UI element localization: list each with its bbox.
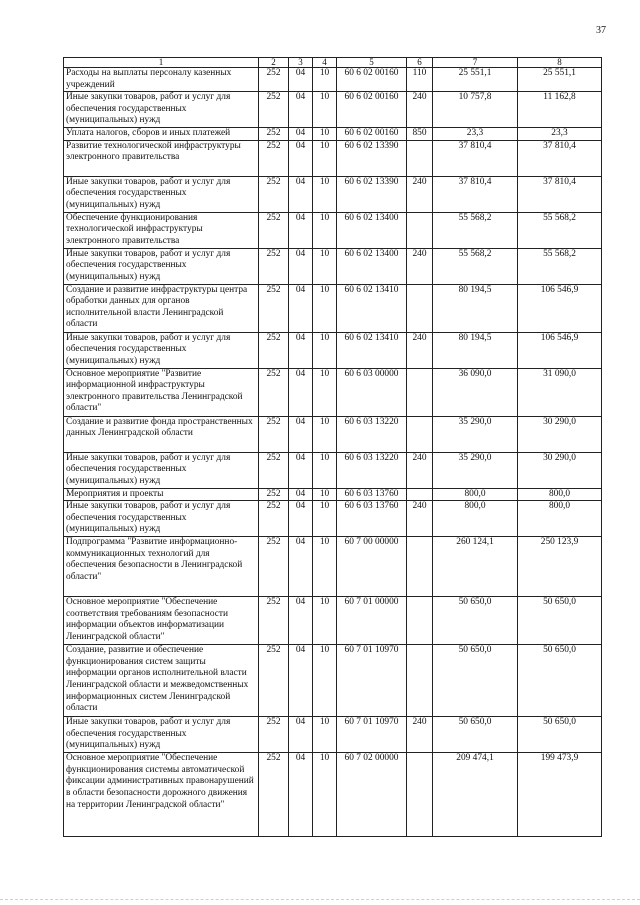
amount-year-2-cell: 30 290,0 [518, 416, 602, 452]
admin-code-cell: 252 [259, 416, 289, 452]
column-header: 5 [337, 58, 407, 68]
budget-table [63, 57, 602, 837]
admin-code-cell: 252 [259, 645, 289, 717]
target-article-cell: 60 6 03 13760 [337, 501, 407, 537]
row-name-cell: Иные закупки товаров, работ и услуг для обеспечения государственных (муниципальных) нужд [64, 717, 259, 753]
section-cell: 04 [289, 140, 313, 176]
subsection-cell: 10 [313, 753, 337, 837]
admin-code-cell: 252 [259, 127, 289, 140]
expense-type-cell [407, 537, 433, 597]
table-row [64, 717, 602, 753]
target-article-cell: 60 7 00 00000 [337, 537, 407, 597]
target-article-cell: 60 7 01 10970 [337, 717, 407, 753]
admin-code-cell: 252 [259, 140, 289, 176]
row-name-cell: Иные закупки товаров, работ и услуг для обеспечения государственных (муниципальных) нужд [64, 332, 259, 368]
table-row [64, 140, 602, 176]
target-article-cell: 60 6 02 13400 [337, 248, 407, 284]
amount-year-2-cell: 37 810,4 [518, 140, 602, 176]
subsection-cell: 10 [313, 284, 337, 332]
expense-type-cell [407, 284, 433, 332]
table-header [64, 58, 602, 68]
table-row [64, 92, 602, 128]
amount-year-2-cell: 55 568,2 [518, 212, 602, 248]
amount-year-2-cell: 106 546,9 [518, 332, 602, 368]
amount-year-2-cell: 23,3 [518, 127, 602, 140]
admin-code-cell: 252 [259, 368, 289, 416]
expense-type-cell: 240 [407, 332, 433, 368]
row-name-cell: Уплата налогов, сборов и иных платежей [64, 127, 259, 140]
amount-year-1-cell: 800,0 [433, 488, 518, 501]
table-row [64, 368, 602, 416]
column-header: 4 [313, 58, 337, 68]
subsection-cell: 10 [313, 368, 337, 416]
subsection-cell: 10 [313, 140, 337, 176]
section-cell: 04 [289, 92, 313, 128]
amount-year-2-cell: 30 290,0 [518, 452, 602, 488]
subsection-cell: 10 [313, 501, 337, 537]
amount-year-2-cell: 250 123,9 [518, 537, 602, 597]
amount-year-2-cell: 106 546,9 [518, 284, 602, 332]
subsection-cell: 10 [313, 68, 337, 92]
row-name-cell: Основное мероприятие "Обеспечение соответствия требованиям безопасности информации объектов информатизации Ленинградской области" [64, 597, 259, 645]
section-cell: 04 [289, 127, 313, 140]
amount-year-1-cell: 209 474,1 [433, 753, 518, 837]
table-row [64, 416, 602, 452]
amount-year-1-cell: 80 194,5 [433, 284, 518, 332]
column-header: 7 [433, 58, 518, 68]
column-header: 6 [407, 58, 433, 68]
table-body [64, 68, 602, 837]
target-article-cell: 60 6 02 13400 [337, 212, 407, 248]
admin-code-cell: 252 [259, 212, 289, 248]
amount-year-1-cell: 55 568,2 [433, 248, 518, 284]
expense-type-cell: 240 [407, 248, 433, 284]
expense-type-cell [407, 140, 433, 176]
admin-code-cell: 252 [259, 488, 289, 501]
section-cell: 04 [289, 332, 313, 368]
amount-year-2-cell: 50 650,0 [518, 645, 602, 717]
target-article-cell: 60 6 02 00160 [337, 92, 407, 128]
section-cell: 04 [289, 537, 313, 597]
row-name-cell: Развитие технологической инфраструктуры электронного правительства [64, 140, 259, 176]
subsection-cell: 10 [313, 537, 337, 597]
expense-type-cell: 850 [407, 127, 433, 140]
amount-year-1-cell: 800,0 [433, 501, 518, 537]
row-name-cell: Основное мероприятие "Обеспечение функционирования системы автоматической фиксации административных правонарушений в области безопасности дорожного движения на территории Ленинградской области" [64, 753, 259, 837]
section-cell: 04 [289, 284, 313, 332]
amount-year-2-cell: 25 551,1 [518, 68, 602, 92]
expense-type-cell: 240 [407, 176, 433, 212]
admin-code-cell: 252 [259, 501, 289, 537]
target-article-cell: 60 7 01 00000 [337, 597, 407, 645]
admin-code-cell: 252 [259, 92, 289, 128]
amount-year-1-cell: 50 650,0 [433, 597, 518, 645]
target-article-cell: 60 6 03 13760 [337, 488, 407, 501]
amount-year-2-cell: 37 810,4 [518, 176, 602, 212]
expense-type-cell: 240 [407, 92, 433, 128]
admin-code-cell: 252 [259, 68, 289, 92]
column-header: 3 [289, 58, 313, 68]
admin-code-cell: 252 [259, 284, 289, 332]
target-article-cell: 60 6 02 13410 [337, 332, 407, 368]
amount-year-2-cell: 11 162,8 [518, 92, 602, 128]
table-row [64, 537, 602, 597]
section-cell: 04 [289, 597, 313, 645]
expense-type-cell: 110 [407, 68, 433, 92]
table-row [64, 753, 602, 837]
amount-year-1-cell: 55 568,2 [433, 212, 518, 248]
amount-year-1-cell: 25 551,1 [433, 68, 518, 92]
column-header: 8 [518, 58, 602, 68]
scan-edge-line [0, 899, 640, 900]
admin-code-cell: 252 [259, 717, 289, 753]
target-article-cell: 60 6 03 00000 [337, 368, 407, 416]
amount-year-1-cell: 37 810,4 [433, 176, 518, 212]
amount-year-1-cell: 36 090,0 [433, 368, 518, 416]
page-number: 37 [596, 25, 606, 36]
subsection-cell: 10 [313, 416, 337, 452]
subsection-cell: 10 [313, 176, 337, 212]
amount-year-1-cell: 10 757,8 [433, 92, 518, 128]
subsection-cell: 10 [313, 645, 337, 717]
amount-year-1-cell: 23,3 [433, 127, 518, 140]
amount-year-1-cell: 35 290,0 [433, 416, 518, 452]
target-article-cell: 60 6 02 00160 [337, 127, 407, 140]
amount-year-2-cell: 50 650,0 [518, 717, 602, 753]
target-article-cell: 60 6 02 13410 [337, 284, 407, 332]
subsection-cell: 10 [313, 127, 337, 140]
subsection-cell: 10 [313, 212, 337, 248]
row-name-cell: Иные закупки товаров, работ и услуг для обеспечения государственных (муниципальных) нужд [64, 248, 259, 284]
section-cell: 04 [289, 68, 313, 92]
expense-type-cell [407, 645, 433, 717]
section-cell: 04 [289, 645, 313, 717]
subsection-cell: 10 [313, 597, 337, 645]
section-cell: 04 [289, 501, 313, 537]
admin-code-cell: 252 [259, 537, 289, 597]
amount-year-2-cell: 800,0 [518, 501, 602, 537]
row-name-cell: Иные закупки товаров, работ и услуг для обеспечения государственных (муниципальных) нужд [64, 452, 259, 488]
section-cell: 04 [289, 368, 313, 416]
expense-type-cell: 240 [407, 452, 433, 488]
table-row [64, 488, 602, 501]
target-article-cell: 60 7 01 10970 [337, 645, 407, 717]
target-article-cell: 60 7 02 00000 [337, 753, 407, 837]
row-name-cell: Иные закупки товаров, работ и услуг для обеспечения государственных (муниципальных) нужд [64, 501, 259, 537]
table-row [64, 127, 602, 140]
expense-type-cell [407, 597, 433, 645]
target-article-cell: 60 6 02 00160 [337, 68, 407, 92]
section-cell: 04 [289, 488, 313, 501]
amount-year-1-cell: 37 810,4 [433, 140, 518, 176]
row-name-cell: Иные закупки товаров, работ и услуг для обеспечения государственных (муниципальных) нужд [64, 176, 259, 212]
table-row [64, 501, 602, 537]
target-article-cell: 60 6 03 13220 [337, 452, 407, 488]
section-cell: 04 [289, 717, 313, 753]
amount-year-1-cell: 50 650,0 [433, 645, 518, 717]
admin-code-cell: 252 [259, 248, 289, 284]
row-name-cell: Создание и развитие инфраструктуры центра обработки данных для органов исполнительной власти Ленинградской области [64, 284, 259, 332]
table-row [64, 452, 602, 488]
target-article-cell: 60 6 02 13390 [337, 140, 407, 176]
row-name-cell: Иные закупки товаров, работ и услуг для обеспечения государственных (муниципальных) нужд [64, 92, 259, 128]
amount-year-2-cell: 31 090,0 [518, 368, 602, 416]
row-name-cell: Обеспечение функционирования технологической инфраструктуры электронного правительства [64, 212, 259, 248]
section-cell: 04 [289, 212, 313, 248]
amount-year-2-cell: 55 568,2 [518, 248, 602, 284]
row-name-cell: Основное мероприятие "Развитие информационной инфраструктуры электронного правительства Ленинградской области" [64, 368, 259, 416]
table-row [64, 248, 602, 284]
section-cell: 04 [289, 248, 313, 284]
table-row [64, 68, 602, 92]
subsection-cell: 10 [313, 248, 337, 284]
amount-year-1-cell: 260 124,1 [433, 537, 518, 597]
admin-code-cell: 252 [259, 597, 289, 645]
admin-code-cell: 252 [259, 753, 289, 837]
table-row [64, 645, 602, 717]
row-name-cell: Создание и развитие фонда пространственных данных Ленинградской области [64, 416, 259, 452]
amount-year-2-cell: 50 650,0 [518, 597, 602, 645]
row-name-cell: Расходы на выплаты персоналу казенных учреждений [64, 68, 259, 92]
amount-year-2-cell: 199 473,9 [518, 753, 602, 837]
row-name-cell: Создание, развитие и обеспечение функционирования систем защиты информации органов исполнительной власти Ленинградской области и межведомственных информационных систем Ленинградской области [64, 645, 259, 717]
admin-code-cell: 252 [259, 452, 289, 488]
row-name-cell: Подпрограмма "Развитие информационно-коммуникационных технологий для обеспечения безопасности в Ленинградской области" [64, 537, 259, 597]
expense-type-cell: 240 [407, 717, 433, 753]
target-article-cell: 60 6 03 13220 [337, 416, 407, 452]
table-row [64, 332, 602, 368]
column-header: 2 [259, 58, 289, 68]
row-name-cell: Мероприятия и проекты [64, 488, 259, 501]
section-cell: 04 [289, 452, 313, 488]
admin-code-cell: 252 [259, 176, 289, 212]
table-row [64, 212, 602, 248]
expense-type-cell: 240 [407, 501, 433, 537]
table-row [64, 176, 602, 212]
header-row [64, 58, 602, 68]
column-header: 1 [64, 58, 259, 68]
admin-code-cell: 252 [259, 332, 289, 368]
expense-type-cell [407, 212, 433, 248]
amount-year-2-cell: 800,0 [518, 488, 602, 501]
subsection-cell: 10 [313, 332, 337, 368]
target-article-cell: 60 6 02 13390 [337, 176, 407, 212]
amount-year-1-cell: 35 290,0 [433, 452, 518, 488]
subsection-cell: 10 [313, 488, 337, 501]
expense-type-cell [407, 416, 433, 452]
section-cell: 04 [289, 416, 313, 452]
expense-type-cell [407, 753, 433, 837]
expense-type-cell [407, 368, 433, 416]
table-row [64, 597, 602, 645]
amount-year-1-cell: 50 650,0 [433, 717, 518, 753]
section-cell: 04 [289, 176, 313, 212]
expense-type-cell [407, 488, 433, 501]
subsection-cell: 10 [313, 452, 337, 488]
subsection-cell: 10 [313, 92, 337, 128]
section-cell: 04 [289, 753, 313, 837]
amount-year-1-cell: 80 194,5 [433, 332, 518, 368]
subsection-cell: 10 [313, 717, 337, 753]
table-row [64, 284, 602, 332]
